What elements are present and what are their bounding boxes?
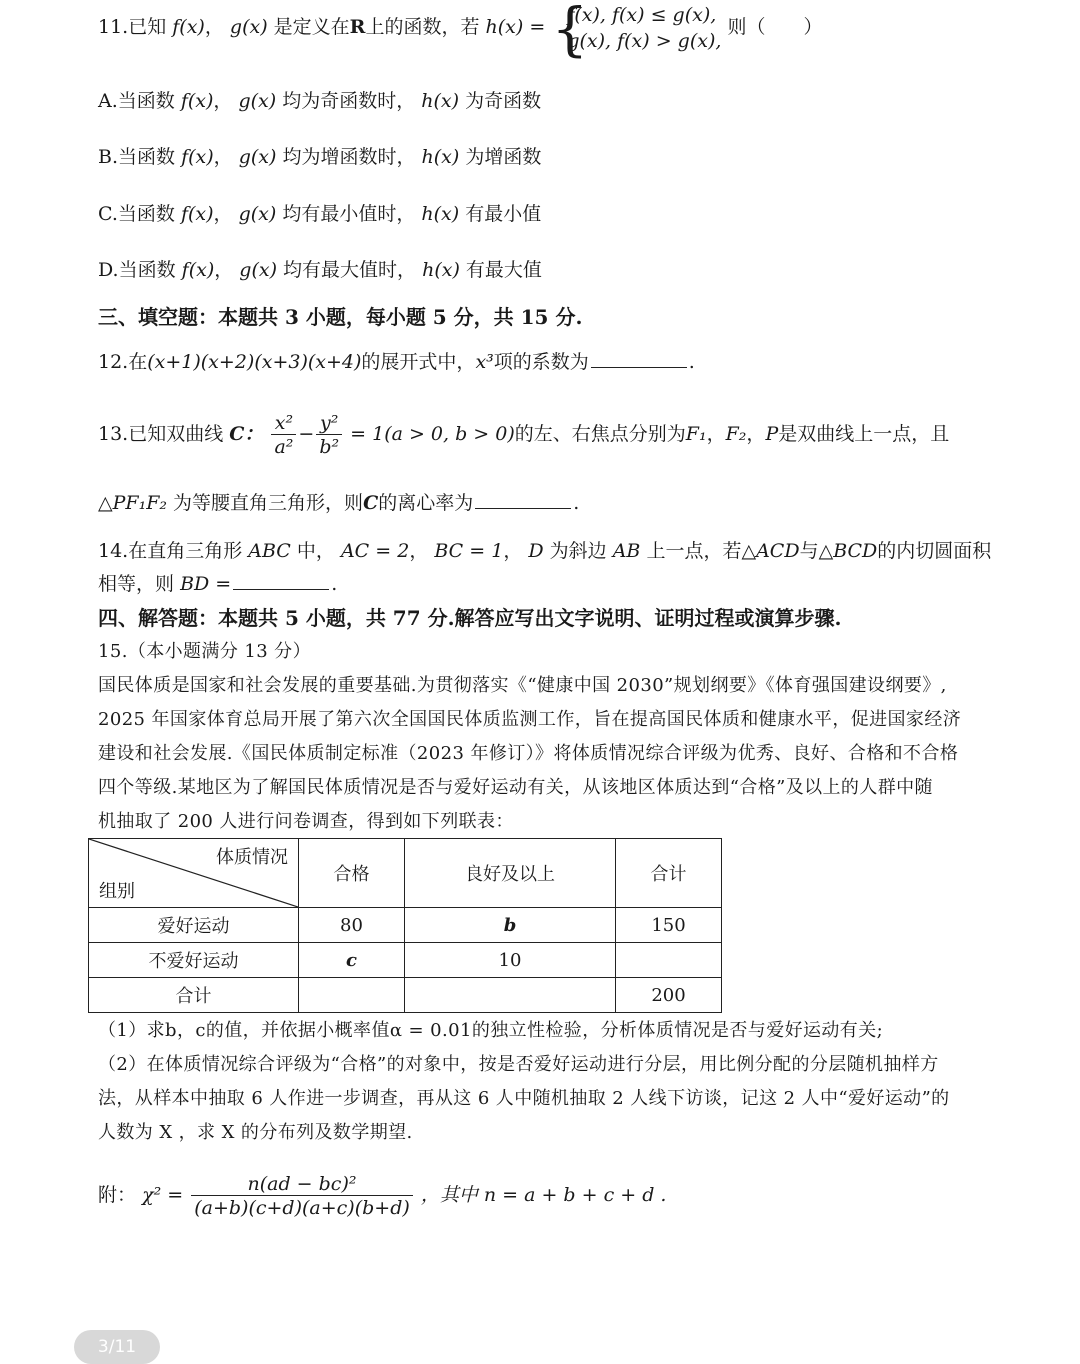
- table-cell: [616, 943, 722, 978]
- option-label: C.当函数: [98, 203, 175, 225]
- q13-line1: [98, 404, 949, 464]
- q13-line2-mid: 为等腰直角三角形，则: [173, 492, 364, 514]
- table-header: 合计: [616, 839, 722, 908]
- q11-f: f(x): [172, 16, 205, 38]
- option-text: 均有最小值时，: [282, 203, 416, 225]
- option-label: D.当函数: [98, 259, 176, 281]
- table-header: 良好及以上: [405, 839, 616, 908]
- option-h: h(x): [421, 146, 460, 168]
- q11-option-c: C.当函数 f(x)， g(x) 均有最小值时， h(x) 有最小值: [98, 203, 542, 225]
- table-cell: 爱好运动: [89, 908, 299, 943]
- table-cell: [299, 978, 405, 1013]
- option-g: g(x): [239, 259, 277, 281]
- q13-minus: −: [298, 423, 315, 445]
- option-h: h(x): [421, 203, 460, 225]
- q13-comma: ，: [746, 423, 766, 445]
- q14-BC: BC = 1: [434, 540, 504, 562]
- table-row: [89, 943, 722, 978]
- q12-term: x³: [475, 351, 494, 373]
- q11-mid2: 上的函数，若: [365, 16, 480, 38]
- q14-zhong: 中，: [296, 540, 335, 562]
- section3-heading: 三、填空题：本题共 3 小题，每小题 5 分，共 15 分.: [98, 305, 583, 329]
- q11-R: R: [349, 16, 366, 38]
- q15-header: 15.（本小题满分 13 分）: [98, 641, 311, 662]
- q15-part2-line: 人数为 X ，求 X 的分布列及数学期望.: [98, 1122, 413, 1143]
- option-label: A.当函数: [98, 90, 175, 112]
- q14-yu: 与: [799, 540, 819, 562]
- q11-option-d: D.当函数 f(x)， g(x) 均有最大值时， h(x) 有最大值: [98, 259, 542, 281]
- frac-num: x²: [271, 412, 296, 435]
- answer-blank: [475, 490, 571, 509]
- q13-frac-y: [316, 412, 342, 459]
- option-text: 均为增函数时，: [282, 146, 416, 168]
- q14-prefix: 14.在直角三角形: [98, 540, 243, 562]
- option-tail: 有最小值: [465, 203, 542, 225]
- option-h: h(x): [421, 90, 460, 112]
- corner-top-label: 体质情况: [216, 847, 288, 868]
- frac-num: n(ad − bc)²: [191, 1173, 413, 1196]
- q14-line1: 14.在直角三角形 ABC 中， AC = 2， BC = 1， D 为斜边 AB 上一点，若△ACD与△BCD的内切圆面积: [98, 540, 992, 562]
- q14-D: D: [528, 540, 544, 562]
- q13-frac-x: [271, 412, 296, 459]
- q13-prefix: 13.已知双曲线: [98, 423, 224, 445]
- q11-option-a: A.当函数 f(x)， g(x) 均为奇函数时， h(x) 为奇函数: [98, 90, 542, 112]
- table-cell: 合计: [89, 978, 299, 1013]
- q14-line2-prefix: 相等，则: [98, 573, 175, 595]
- q11-g: g(x): [229, 16, 268, 38]
- q14-ACD: △ACD: [741, 540, 800, 562]
- table-cell: 150: [616, 908, 722, 943]
- option-tail: 有最大值: [465, 259, 542, 281]
- q12-mid: 的展开式中，: [361, 351, 476, 373]
- table-cell: 不爱好运动: [89, 943, 299, 978]
- appendix-tail: ，其中 n = a + b + c + d .: [420, 1184, 667, 1206]
- chi-square-lhs: χ² =: [142, 1184, 184, 1206]
- q11-h-eq: h(x) =: [485, 16, 546, 38]
- q13-line2-tail: 的离心率为: [378, 492, 474, 514]
- q13-comma: ，: [706, 423, 726, 445]
- q11-mid: 是定义在: [273, 16, 350, 38]
- contingency-table: [88, 838, 722, 1013]
- q14-BCD: △BCD: [818, 540, 878, 562]
- table-cell: 200: [616, 978, 722, 1013]
- table-cell: b: [405, 908, 616, 943]
- table-header-row: [89, 839, 722, 908]
- q14-tail1: 的内切圆面积: [877, 540, 992, 562]
- q12-tail: 项的系数为: [493, 351, 589, 373]
- table-row: [89, 978, 722, 1013]
- q15-para-line: 机抽取了 200 人进行问卷调查，得到如下列联表：: [98, 811, 514, 832]
- q14-BD: BD =: [180, 573, 232, 595]
- q15-part1: （1）求b，c的值，并依据小概率值α = 0.01的独立性检验，分析体质情况是否与爱好运动有关;: [98, 1020, 884, 1041]
- q14-end: .: [331, 573, 338, 595]
- q13-line2-C: C: [363, 492, 379, 514]
- q15-para-line: 建设和社会发展.《国民体质制定标准（2023 年修订）》将体质情况综合评级为优秀、良好、合格和不合格: [98, 743, 959, 764]
- q11-prefix: 11.已知: [98, 16, 167, 38]
- q13-line2: [98, 488, 579, 518]
- q14-ABC: ABC: [248, 540, 291, 562]
- q15-part2-line: （2）在体质情况综合评级为“合格”的对象中，按是否爱好运动进行分层，用比例分配的分层随机抽样方: [98, 1054, 939, 1075]
- q15-part2-line: 法，从样本中抽取 6 人作进一步调查，再从这 6 人中随机抽取 2 人线下访谈，记这 2 人中“爱好运动”的: [98, 1088, 950, 1109]
- q12-prefix: 12.在: [98, 351, 148, 373]
- option-f: f(x): [181, 146, 214, 168]
- table-cell: c: [299, 943, 405, 978]
- q11-sep: ，: [204, 16, 224, 38]
- brace-icon: {: [551, 0, 589, 63]
- section4-heading: 四、解答题：本题共 5 小题，共 77 分.解答应写出文字说明、证明过程或演算步骤.: [98, 606, 842, 630]
- q13-C: C：: [229, 423, 264, 445]
- option-f: f(x): [180, 203, 214, 225]
- q11-stem: [98, 0, 823, 63]
- q13-F1: F₁: [685, 423, 707, 445]
- frac-den: (a+b)(c+d)(a+c)(b+d): [194, 1196, 410, 1219]
- q13-F2: F₂: [725, 423, 747, 445]
- table-header: 合格: [299, 839, 405, 908]
- answer-blank: [591, 349, 687, 368]
- option-f: f(x): [180, 90, 214, 112]
- q13-P: P: [765, 423, 779, 445]
- option-f: f(x): [181, 259, 215, 281]
- q14-mid: 为斜边: [549, 540, 607, 562]
- option-label: B.当函数: [98, 146, 176, 168]
- table-corner-cell: [89, 839, 299, 908]
- option-tail: 为奇函数: [465, 90, 542, 112]
- option-h: h(x): [422, 259, 460, 281]
- page-indicator[interactable]: 3/11: [74, 1330, 160, 1364]
- option-text: 均为奇函数时，: [282, 90, 416, 112]
- appendix-label: 附：: [98, 1184, 137, 1206]
- q11-case2: g(x), f(x) > g(x),: [567, 30, 722, 52]
- q13-mid: 的左、右焦点分别为: [514, 423, 686, 445]
- q11-tail: 则（ ）: [727, 16, 823, 38]
- q12-end: .: [688, 351, 695, 373]
- option-g: g(x): [238, 203, 277, 225]
- option-text: 均有最大值时，: [283, 259, 417, 281]
- q15-para-line: 国民体质是国家和社会发展的重要基础.为贯彻落实《“健康中国 2030”规划纲要》《体育强国建设纲要》,: [98, 675, 947, 696]
- frac-den: b²: [319, 435, 340, 458]
- q13-end: .: [573, 492, 580, 514]
- option-g: g(x): [238, 146, 277, 168]
- table-cell: 10: [405, 943, 616, 978]
- q15-para-line: 2025 年国家体育总局开展了第六次全国国民体质监测工作，旨在提高国民体质和健康水平，促进国家经济: [98, 709, 962, 730]
- table-row: [89, 908, 722, 943]
- option-tail: 为增函数: [465, 146, 542, 168]
- q14-mid2: 上一点，若: [646, 540, 742, 562]
- answer-blank: [233, 571, 329, 590]
- q12-expr: (x+1)(x+2)(x+3)(x+4): [147, 351, 362, 373]
- q15-appendix: [98, 1166, 666, 1224]
- table-cell: 80: [299, 908, 405, 943]
- q14-AC: AC = 2: [340, 540, 410, 562]
- q13-rhs: = 1(a > 0, b > 0): [350, 423, 515, 445]
- q13-tail: 是双曲线上一点，且: [778, 423, 950, 445]
- corner-bottom-label: 组别: [99, 881, 135, 902]
- q12: [98, 347, 695, 377]
- q11-option-b: B.当函数 f(x)， g(x) 均为增函数时， h(x) 为增函数: [98, 146, 542, 168]
- frac-num: y²: [316, 412, 342, 435]
- frac-den: a²: [274, 435, 294, 458]
- q11-piecewise: [551, 0, 722, 63]
- table-cell: [405, 978, 616, 1013]
- q15-para-line: 四个等级.某地区为了解国民体质情况是否与爱好运动有关，从该地区体质达到“合格”及以上的人群中随: [98, 777, 933, 798]
- q14-AB: AB: [612, 540, 641, 562]
- q13-triangle: △PF₁F₂: [98, 492, 167, 514]
- q11-case1: f(x), f(x) ≤ g(x),: [567, 4, 717, 26]
- q14-line2: [98, 569, 337, 599]
- chi-square-frac: [191, 1173, 413, 1220]
- option-g: g(x): [238, 90, 277, 112]
